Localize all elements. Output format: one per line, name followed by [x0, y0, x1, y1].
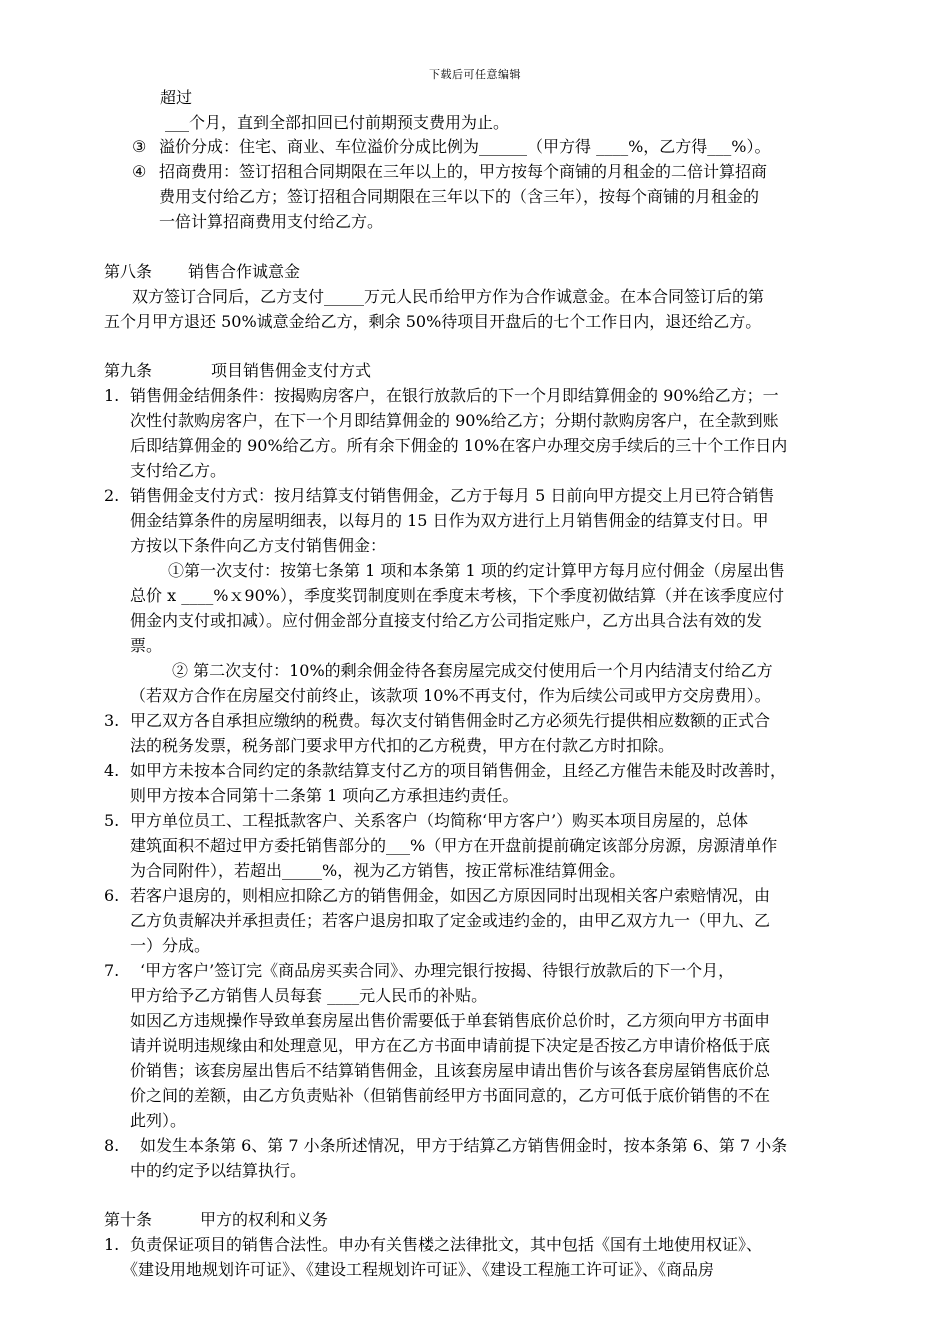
- list-item-8: [104, 1136, 787, 1156]
- text-line: 为合同附件），若超出_____%，视为乙方销售，按正常标准结算佣金。: [130, 861, 626, 880]
- text-line: 招商费用：签订招租合同期限在三年以上的，甲方按每个商铺的月租金的二倍计算招商: [159, 162, 768, 181]
- article-number: 第十条: [104, 1210, 153, 1229]
- text-line: 销售佣金结佣条件：按揭购房客户，在银行放款后的下一个月即结算佣金的 90%给乙方；一: [130, 386, 779, 405]
- list-number: 1.: [104, 386, 120, 405]
- text-line: 法的税务发票，税务部门要求甲方代扣的乙方税费，甲方在付款乙方时扣除。: [130, 736, 675, 755]
- list-number: 7.: [104, 961, 120, 980]
- article-10-heading: [104, 1210, 328, 1230]
- text-line: 建筑面积不超过甲方委托销售部分的___%（甲方在开盘前提前确定该部分房源，房源清单作: [130, 836, 778, 855]
- text-line: 五个月甲方退还 50%诚意金给乙方，剩余 50%待项目开盘后的七个工作日内，退还给乙方。: [104, 312, 762, 331]
- text-line: 《建设用地规划许可证》、《建设工程规划许可证》、《建设工程施工许可证》、《商品房: [122, 1260, 715, 1279]
- article-title: 销售合作诚意金: [188, 262, 301, 281]
- text-line: 则甲方按本合同第十二条第 1 项向乙方承担违约责任。: [130, 786, 519, 805]
- text-line: 此列）。: [130, 1111, 187, 1130]
- text-line: 甲方给予乙方销售人员每套 ____元人民币的补贴。: [130, 986, 488, 1005]
- list-item-7: [104, 961, 734, 981]
- text-line: 请并说明违规缘由和处理意见，甲方在乙方书面申请前提下决定是否按乙方申请价格低于底: [130, 1036, 771, 1055]
- article-number: 第八条: [104, 262, 153, 281]
- list-item-4: [132, 162, 767, 182]
- text-line: 佣金结算条件的房屋明细表，以每月的 15 日作为双方进行上月销售佣金的结算支付日。甲: [130, 511, 769, 530]
- text-line: ①第一次支付：按第七条第 1 项和本条第 1 项的约定计算甲方每月应付佣金（房屋出售: [168, 561, 785, 580]
- list-item-3: [104, 711, 770, 731]
- text-line: 超过: [160, 88, 193, 107]
- text-line: （若双方合作在房屋交付前终止，该款项 10%不再支付，作为后续公司或甲方交房费用）。: [130, 686, 771, 705]
- text-line: 双方签订合同后，乙方支付_____万元人民币给甲方作为合作诚意金。在本合同签订后的第: [132, 287, 765, 306]
- text-line: 一）分成。: [130, 936, 211, 955]
- article-8-heading: [104, 262, 300, 282]
- text-line: 佣金内支付或扣减）。应付佣金部分直接支付给乙方公司指定账户，乙方出具合法有效的发: [130, 611, 763, 630]
- article-title: 甲方的权利和义务: [200, 1210, 329, 1229]
- text-line: 如因乙方违规操作导致单套房屋出售价需要低于单套销售底价总价时，乙方须向甲方书面申: [130, 1011, 771, 1030]
- text-line: 甲方单位员工、工程抵款客户、关系客户（均简称‘甲方客户’）购买本项目房屋的，总体: [130, 811, 749, 830]
- text-line: 费用支付给乙方；签订招租合同期限在三年以下的（含三年），按每个商铺的月租金的: [159, 187, 760, 206]
- list-marker: ④: [132, 162, 147, 181]
- list-item-1: [104, 1235, 762, 1255]
- text-line: 销售佣金支付方式：按月结算支付销售佣金，乙方于每月 5 日前向甲方提交上月已符合销售: [130, 486, 775, 505]
- article-9-heading: [104, 361, 371, 381]
- text-line: ___个月，直到全部扣回已付前期预支费用为止。: [165, 113, 510, 132]
- text-line: 次性付款购房客户，在下一个月即结算佣金的 90%给乙方；分期付款购房客户，在全款到账: [130, 411, 779, 430]
- article-title: 项目销售佣金支付方式: [211, 361, 372, 380]
- text-line: 甲乙双方各自承担应缴纳的税费。每次支付销售佣金时乙方必须先行提供相应数额的正式合: [130, 711, 771, 730]
- list-number: 8.: [104, 1136, 120, 1155]
- text-line: 价之间的差额，由乙方负责贴补（但销售前经甲方书面同意的，乙方可低于底价销售的不在: [130, 1086, 771, 1105]
- list-item-3: [132, 137, 771, 157]
- list-number: 3.: [104, 711, 120, 730]
- text-line: 如发生本条第 6、第 7 小条所述情况，甲方于结算乙方销售佣金时，按本条第 6、第 7 小条: [140, 1136, 788, 1155]
- text-line: ‘甲方客户’签订完《商品房买卖合同》、办理完银行按揭、待银行放款后的下一个月，: [140, 961, 735, 980]
- text-line: 方按以下条件向乙方支付销售佣金：: [130, 536, 387, 555]
- list-item-4: [104, 761, 786, 781]
- page-header: 下载后可任意编辑: [429, 68, 521, 81]
- list-number: 4.: [104, 761, 120, 780]
- text-line: 一倍计算招商费用支付给乙方。: [159, 212, 384, 231]
- list-item-6: [104, 886, 770, 906]
- list-item-5: [104, 811, 748, 831]
- text-line: ② 第二次支付：10%的剩余佣金待各套房屋完成交付使用后一个月内结清支付给乙方: [172, 661, 773, 680]
- text-line: 价销售；该套房屋出售后不结算销售佣金，且该套房屋申请出售价与该各套房屋销售底价总: [130, 1061, 771, 1080]
- text-line: 乙方负责解决并承担责任；若客户退房扣取了定金或违约金的，由甲乙双方九一（甲九、乙: [130, 911, 771, 930]
- text-line: 中的约定予以结算执行。: [130, 1161, 307, 1180]
- text-line: 如甲方未按本合同约定的条款结算支付乙方的项目销售佣金，且经乙方催告未能及时改善时，: [130, 761, 787, 780]
- list-number: 2.: [104, 486, 120, 505]
- list-number: 5.: [104, 811, 120, 830]
- list-number: 1.: [104, 1235, 120, 1254]
- text-line: 后即结算佣金的 90%给乙方。所有余下佣金的 10%在客户办理交房手续后的三十个工作日内: [130, 436, 788, 455]
- list-item-1: [104, 386, 779, 406]
- text-line: 溢价分成：住宅、商业、车位溢价分成比例为______（甲方得 ____%，乙方得___%）。: [159, 137, 771, 156]
- text-line: 若客户退房的，则相应扣除乙方的销售佣金，如因乙方原因同时出现相关客户索赔情况，由: [130, 886, 771, 905]
- text-line: 总价 x ____%ｘ90%），季度奖罚制度则在季度末考核，下个季度初做结算（并在该季度应付: [130, 586, 784, 605]
- list-marker: ③: [132, 137, 147, 156]
- text-line: 支付给乙方。: [130, 461, 227, 480]
- text-line: 负责保证项目的销售合法性。申办有关售楼之法律批文，其中包括《国有土地使用权证》、: [130, 1235, 763, 1254]
- list-item-2: [104, 486, 774, 506]
- text-line: 票。: [130, 636, 163, 655]
- list-number: 6.: [104, 886, 120, 905]
- article-number: 第九条: [104, 361, 153, 380]
